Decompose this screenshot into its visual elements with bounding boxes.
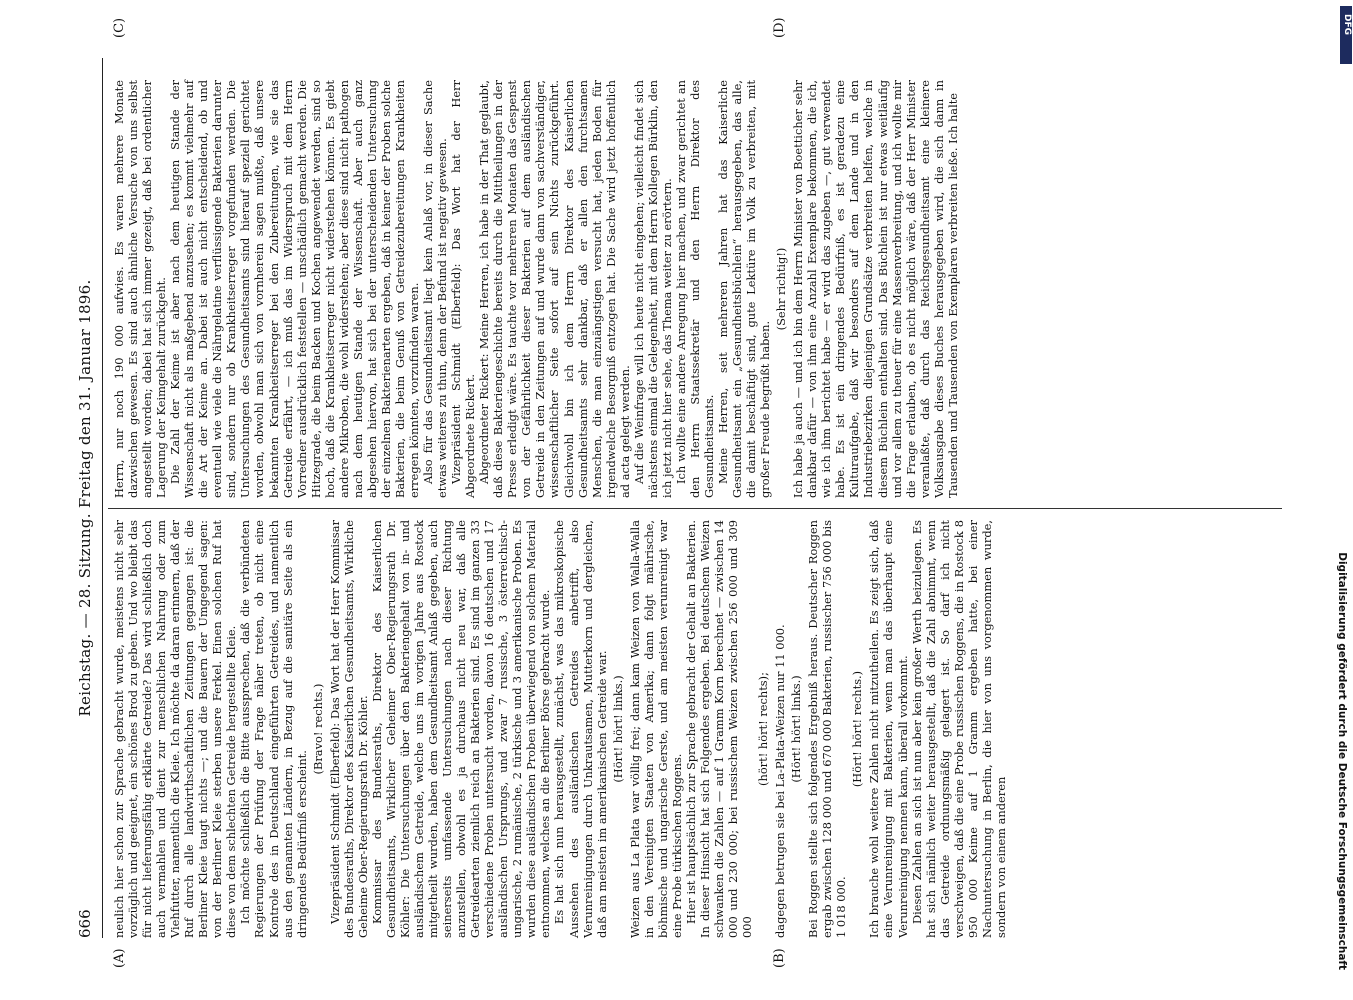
paragraph: Auf die Weinfrage will ich heute nicht eingehen; vielleicht findet sich nächstens einmal die Gelegenheit, mit dem Herrn Kollegen Bürklin, den ich jetzt nicht hier sehe, das Thema weiter zu erörtern. bbox=[631, 80, 674, 498]
digitization-credit bbox=[1318, 70, 1353, 990]
paragraph: Weizen aus La Plata war völlig frei; dann kam Weizen von Walla-Walla in den Vereinigten Staaten von Amerika; dann folgt mährische, böhmische und ungarische Gerste, und am meisten verunreinigt war eine Probe türkischen Roggens. bbox=[627, 520, 684, 938]
interjection: (Bravo! rechts.) bbox=[310, 683, 325, 775]
header-rule bbox=[102, 58, 103, 938]
margin-marker-d: (D) bbox=[772, 17, 787, 38]
paragraph: Ich habe ja auch — und ich bin dem Herrn Minister von Boetticher sehr dankbar dafür — von ihm eine Anzahl Exemplare bekommen, die ich, wie ich ihm berichtet habe — er wird das zugeben —, gut verwendet habe. Es ist ein dringendes Bedürfniß, es ist geradezu eine Kulturaufgabe, daß wir besonders auf dem Lande und in den Industriebezirken diejenigen Grundsätze verbreiten helfen, welche in diesem Büchlein enthalten sind. Das Büchlein ist nur etwas weitläufig und vor allem zu theuer für eine Massenverbreitung, und ich wollte mir die Frage erlauben, ob es nicht möglich wäre, daß der Herr Minister veranlaßte, daß durch das Reichsgesundheitsamt eine kleinere Volksausgabe dieses Buches herausgegeben wird, die sich dann in Tausenden und Tausenden von Exemplaren verbreiten ließe. Ich halte bbox=[791, 80, 960, 498]
interjection: (Hört! hört! links.) bbox=[610, 675, 625, 783]
interjection: (hört! hört! rechts); bbox=[756, 672, 771, 786]
paragraph: Vizepräsident Schmidt (Elberfeld): Das Wort hat der Herr Kommissar des Bundesraths, Direktor des Kaiserlichen Gesundheitsamts, Wirkliche Geheime Ober-Regierungsrath Dr. Köhler. bbox=[327, 520, 370, 938]
page-number: 666 bbox=[76, 909, 94, 938]
dfg-logo bbox=[1340, 6, 1352, 64]
paragraph: Meine Herren, seit mehreren Jahren hat das Kaiserliche Gesundheitsamt ein „Gesundheitsbüchlein“ herausgegeben, das alle, die damit beschäftigt sind, gute Lektüre im Volk zu verbreiten, mit großer Freude begrüßt haben. bbox=[716, 80, 773, 498]
paragraph: Ich möchte schließlich die Bitte aussprechen, daß die verbündeten Regierungen der Prüfung der Frage näher treten, ob nicht eine Kontrole des in Deutschland eingeführten Getreides, und namentlich aus den genannten Ländern, in Bezug auf die sanitäre Seite als ein dringendes Bedürfniß erscheint. bbox=[238, 520, 309, 938]
running-head: Reichstag. — 28. Sitzung. Freitag den 31. Januar 1896. bbox=[76, 279, 94, 717]
paragraph: Vizepräsident Schmidt (Elberfeld): Das Wort hat der Herr Abgeordnete Rickert. bbox=[449, 80, 478, 498]
interjection: (Sehr richtig!) bbox=[774, 247, 789, 331]
interjection: (Hört! hört! rechts.) bbox=[850, 670, 865, 788]
paragraph: Kommissar des Bundesraths, Direktor des Kaiserlichen Gesundheitsamts, Wirklicher Geheimer Ober-Regierungsrath Dr. Köhler: Die Untersuchungen über den Bakteriengehalt von in- und ausländischem Getreide, welche uns im vorigen Jahre aus Rostock mitgetheilt wurden, haben dem Gesundheitsamt Anlaß gegeben, auch seinerseits umfassende Untersuchungen nach dieser Richtung anzustellen, obwohl es ja durchaus nicht neu war, daß alle Getreidearten ziemlich reich an Bakterien sind. Es sind im ganzen 33 verschiedene Proben untersucht worden, davon 16 deutschen und 17 ausländischen Ursprungs, und zwar 7 russische, 3 österreichisch-ungarische, 2 rumänische, 2 türkische und 3 amerikanische Proben. Es wurden diese ausländischen Proben überwiegend von solchem Material entnommen, welches an die Berliner Börse gebracht wurde. bbox=[369, 520, 553, 938]
column-divider bbox=[108, 508, 1282, 509]
right-column bbox=[112, 80, 960, 498]
margin-marker-a: (A) bbox=[112, 948, 127, 968]
paragraph: Hier ist hauptsächlich zur Sprache gebracht der Gehalt an Bakterien. In dieser Hinsicht hat sich Folgendes ergeben. Bei deutschem Weizen schwanken die Zahlen — auf 1 Gramm Korn berechnet — zwischen 14 000 und 230 000; bei russischem Weizen zwischen 256 000 und 309 000 bbox=[683, 520, 755, 938]
margin-marker-b: (B) bbox=[772, 948, 787, 968]
paragraph: Abgeordneter Rickert: Meine Herren, ich habe in der That geglaubt, daß diese Bakteriengeschichte bereits durch die Mittheilungen in der Presse erledigt wäre. Es tauchte vor mehreren Monaten das Gespenst von der Gefährlichkeit dieser Bakterien auf dem ausländischen Getreide in den Zeitungen auf und wurde dann von sachverständiger, wissenschaftlicher Seite sofort auf sein Nichts zurückgeführt. Gleichwohl bin ich dem Herrn Direktor des Kaiserlichen Gesundheitsamts sehr dankbar, daß er allen den furchtsamen Menschen, die man einzuängstigen versucht hat, jeden Boden für irgendwelche Besorgniß entzogen hat. Die Sache wird jetzt hoffentlich ad acta gelegt werden. bbox=[477, 80, 632, 498]
paragraph: dagegen betrugen sie bei La-Plata-Weizen nur 11 000. bbox=[773, 624, 788, 938]
document-page bbox=[72, 17, 1302, 968]
credit-text: Digitalisierung gefördert durch die Deutsche Forschungsgemeinschaft bbox=[1336, 552, 1348, 970]
paragraph: Es hat sich nun herausgestellt, zunächst, was das mikroskopische Aussehen des ausländischen Getreides anbetrifft, also Verunreinigungen durch Unkrautsamen, Mutterkorn und dergleichen, daß am meisten im amerikanischen Getreide war. bbox=[552, 520, 609, 938]
paragraph: Herrn, nur noch 190 000 aufwies. Es waren mehrere Monate dazwischen gewesen. Es sind auch ähnliche Versuche von uns selbst angestellt worden; dabei hat sich immer gezeigt, daß bei ordentlicher Lagerung der Keimgehalt zurückgeht. bbox=[112, 80, 169, 498]
paragraph: Also für das Gesundheitsamt liegt kein Anlaß vor, in dieser Sache etwas weiteres zu thun, denn der Befund ist negativ gewesen. bbox=[421, 80, 450, 498]
paragraph: Die Zahl der Keime ist aber nach dem heutigen Stande der Wissenschaft nicht als maßgebend anzusehen; es kommt vielmehr auf die Art der Keime an. Dabei ist auch nicht entscheidend, ob und eventuell wie viele die Nährgelatine verflüssigende Bakterien darunter sind, sondern nur ob Krankheitserreger vorgefunden werden. Die Untersuchungen des Gesundheitsamts sind hierauf speziell gerichtet worden, obwohl man sich von vornherein sagen mußte, daß unsere bekannten Krankheitserreger bei den Zubereitungen, wie sie das Getreide erfährt, — ich muß das im Widerspruch mit dem Herrn Vorredner ausdrücklich feststellen — unschädlich gemacht werden. Die Hitzegrade, die beim Backen und Kochen angewendet werden, sind so hoch, daß die Krankheitserreger nicht widerstehen können. Es giebt andere Mikroben, die wohl widerstehen; aber diese sind nicht pathogen nach dem heutigen Stande der Wissenschaft. Aber auch ganz abgesehen hiervon, hat sich bei der unterscheidenden Untersuchung der einzelnen Bakterienarten ergeben, daß in keiner der Proben solche Bakterien, die beim Genuß von Getreidezubereitungen Krankheiten erregen könnten, vorzufinden waren. bbox=[168, 80, 421, 498]
paragraph: neulich hier schon zur Sprache gebracht wurde, meistens nicht sehr vorzüglich und geeignet, ein schönes Brod zu geben. Und wo bleibt das für nicht lieferungsfähig erklärte Getreide? Das wird schließlich doch auch vermahlen und dient zur menschlichen Nahrung oder zum Viehfutter, namentlich die Kleie. Ich möchte da daran erinnern, daß der Ruf durch alle landwirthschaftlichen Zeitungen gegangen ist: die Berliner Kleie taugt nichts —; und die Bauern der Umgegend sagen: von der Berliner Kleie sterben unsere Ferkel. Einen solchen Ruf hat diese von dem schlechten Getreide hergestellte Kleie. bbox=[112, 520, 239, 938]
paragraph: Diesen Zahlen an sich ist nun aber kein großer Werth beizulegen. Es hat sich nämlich weiter herausgestellt, daß die Zahl abnimmt, wenn das Getreide ordnungsmäßig gelagert ist. So darf ich nicht verschweigen, daß die eine Probe russischen Roggens, die in Rostock 8 950 000 Keime auf 1 Gramm ergeben hatte, bei einer Nachuntersuchung in Berlin, die hier von uns vorgenommen wurde, sondern von einem anderen bbox=[909, 520, 1008, 938]
margin-marker-c: (C) bbox=[112, 17, 127, 38]
page-header bbox=[72, 58, 102, 938]
paragraph: Ich wollte eine andere Anregung hier machen, und zwar gerichtet an den Herrn Staatssekretär und den Herrn Direktor des Gesundheitsamts. bbox=[673, 80, 716, 498]
left-column bbox=[112, 520, 1008, 938]
paragraph: Ich brauche wohl weitere Zahlen nicht mitzutheilen. Es zeigt sich, daß eine Verunreinigung mit Bakterien, wenn man das überhaupt eine Verunreinigung nennen kann, überall vorkommt. bbox=[867, 520, 910, 938]
interjection: (Hört! hört! links.) bbox=[789, 675, 804, 783]
dfg-logo-text: DFG bbox=[1342, 14, 1352, 36]
paragraph: Bei Roggen stellte sich folgendes Ergebniß heraus. Deutscher Roggen ergab zwischen 128 000 und 670 000 Bakterien, russischer 756 000 bis 1 018 000. bbox=[806, 520, 849, 938]
